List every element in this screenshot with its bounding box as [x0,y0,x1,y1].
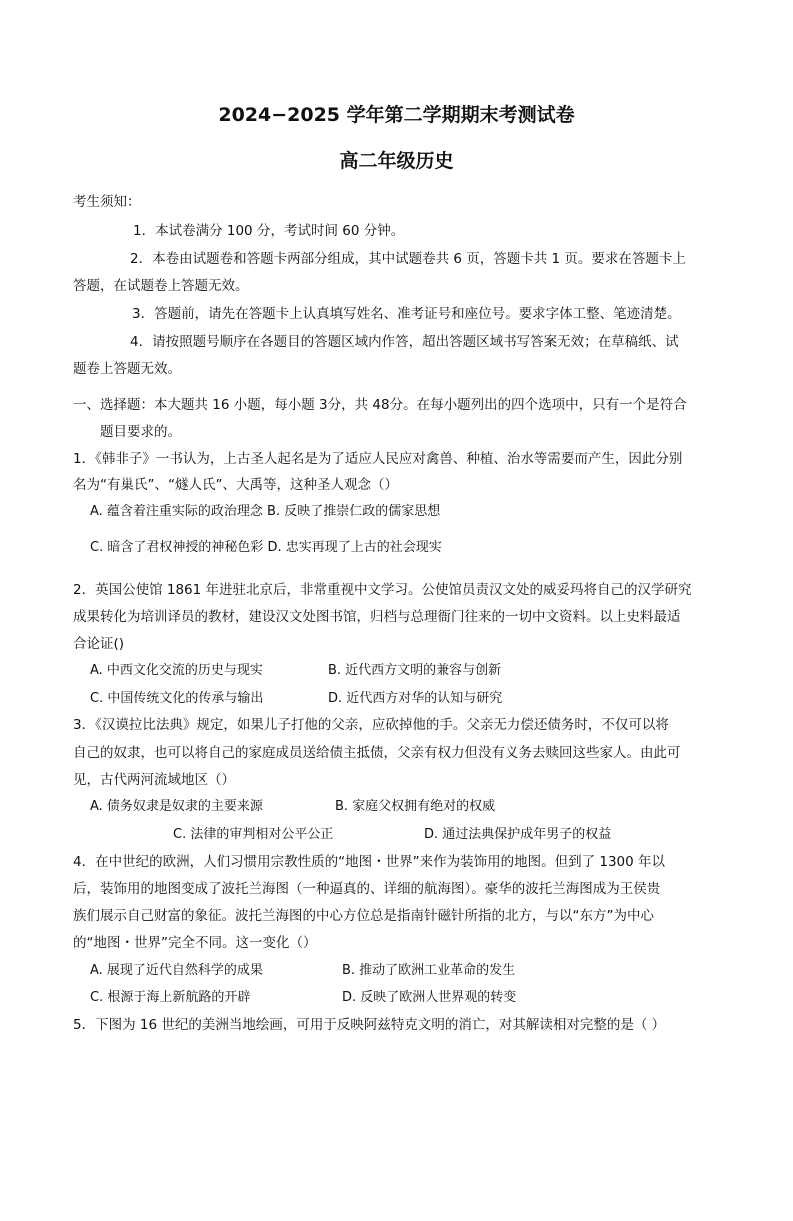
question-4-option-c: C. 根源于海上新航路的开辟 [90,990,251,1005]
question-1-options-ab: A. 蕴含着注重实际的政治理念 B. 反映了推崇仁政的儒家思想 [90,504,441,519]
notice-item-4-line-2: 题卷上答题无效。 [73,361,181,377]
question-3-stem-line-2: 自己的奴隶，也可以将自己的家庭成员送给债主抵债，父亲有权力但没有义务去赎回这些家人。由此可 [73,745,681,761]
question-2-stem-line-3: 合论证() [73,636,125,652]
question-4-stem-line-4: 的“地图・世界”完全不同。这一变化（） [73,935,317,951]
question-4-option-a: A. 展现了近代自然科学的成果 [90,963,263,978]
question-3-option-d: D. 通过法典保护成年男子的权益 [424,827,612,842]
question-3-stem-line-3: 见，古代两河流域地区（） [73,772,235,788]
question-1-stem-line-2: 名为“有巢氏”、“燧人氏”、大禹等，这种圣人观念（） [73,477,398,493]
question-2-option-c: C. 中国传统文化的传承与输出 [90,691,264,706]
notice-heading: 考生须知： [73,194,141,210]
question-3-stem-line-1: 3．《汉谟拉比法典》规定，如果儿子打他的父亲，应砍掉他的手。父亲无力偿还债务时，不仅可以将 [73,717,669,733]
notice-item-2-line-1: 2．本卷由试题卷和答题卡两部分组成，其中试题卷共 6 页，答题卡共 1 页。要求在答题卡上 [130,251,686,267]
question-2-option-d: D. 近代西方对华的认知与研究 [328,691,503,706]
question-3-option-b: B. 家庭父权拥有绝对的权威 [335,799,496,814]
question-4-option-d: D. 反映了欧洲人世界观的转变 [342,990,517,1005]
notice-item-3: 3．答题前，请先在答题卡上认真填写姓名、准考证号和座位号。要求字体工整、笔迹清楚。 [132,306,681,322]
question-4-stem-line-2: 后，装饰用的地图变成了波托兰海图（一种逼真的、详细的航海图）。豪华的波托兰海图成为王侯贵 [73,881,661,897]
section-heading-line-2: 题目要求的。 [100,424,181,440]
question-2-option-a: A. 中西文化交流的历史与现实 [90,663,263,678]
question-4-stem-line-3: 族们展示自己财富的象征。波托兰海图的中心方位总是指南针磁针所指的北方，与以“东方”为中心 [73,908,654,924]
notice-item-4-line-1: 4．请按照题号顺序在各题目的答题区域内作答，超出答题区域书写答案无效；在草稿纸、试 [130,334,679,350]
question-1-options-cd: C. 暗含了君权神授的神秘色彩 D. 忠实再现了上古的社会现实 [90,540,442,555]
question-5-stem-line-1: 5．下图为 16 世纪的美洲当地绘画，可用于反映阿兹特克文明的消亡，对其解读相对完整的是（ ） [73,1017,666,1033]
notice-item-2-line-2: 答题，在试题卷上答题无效。 [73,278,249,294]
question-3-option-c: C. 法律的审判相对公平公正 [173,827,334,842]
question-2-stem-line-2: 成果转化为培训译员的教材，建设汉文处图书馆，归档与总理衙门往来的一切中文资料。以上史料最适 [73,609,681,625]
section-heading-line-1: 一、选择题：本大题共 16 小题，每小题 3分，共 48分。在每小题列出的四个选项中，只有一个是符合 [73,397,687,413]
question-2-option-b: B. 近代西方文明的兼容与创新 [328,663,502,678]
question-4-stem-line-1: 4．在中世纪的欧洲，人们习惯用宗教性质的“地图・世界”来作为装饰用的地图。但到了 1300 年以 [73,854,666,870]
notice-item-1: 1．本试卷满分 100 分，考试时间 60 分钟。 [133,223,405,239]
question-1-stem-line-1: 1．《韩非子》一书认为，上古圣人起名是为了适应人民应对禽兽、种植、治水等需要而产生，因此分别 [73,451,683,467]
question-4-option-b: B. 推动了欧洲工业革命的发生 [342,963,516,978]
question-2-stem-line-1: 2．英国公使馆 1861 年进驻北京后，非常重视中文学习。公使馆员责汉文处的威妥玛将自己的汉学研究 [73,582,692,598]
question-3-option-a: A. 债务奴隶是奴隶的主要来源 [90,799,263,814]
exam-subtitle: 高二年级历史 [339,150,454,172]
exam-title: 2024−2025 学年第二学期期末考测试卷 [218,104,575,126]
